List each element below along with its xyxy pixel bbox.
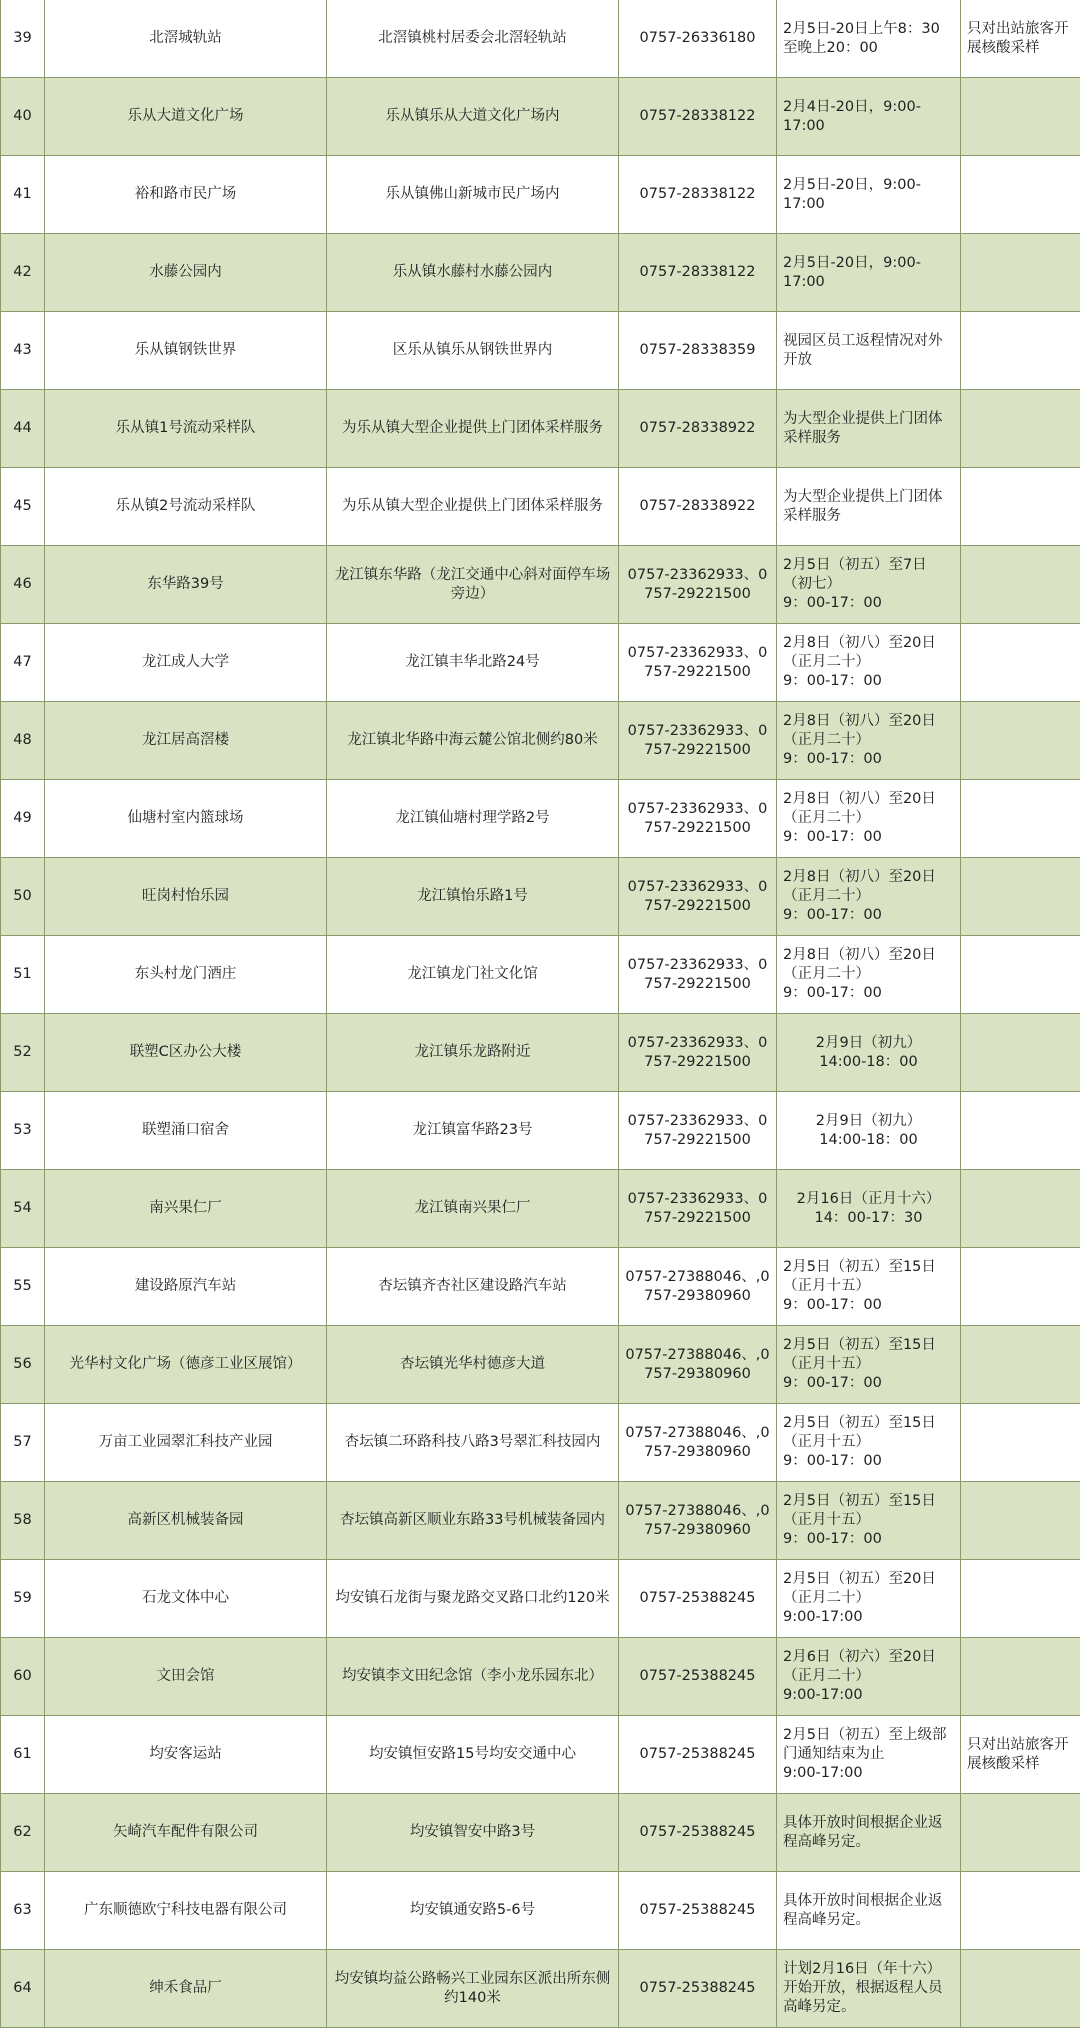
site-address: 龙江镇乐龙路附近 [327, 1014, 619, 1092]
site-hours: 视园区员工返程情况对外开放 [777, 312, 961, 390]
site-name: 东华路39号 [45, 546, 327, 624]
site-hours: 2月9日（初九） 14:00-18：00 [777, 1092, 961, 1170]
row-number: 52 [1, 1014, 45, 1092]
site-address: 均安镇李文田纪念馆（李小龙乐园东北） [327, 1638, 619, 1716]
site-address: 龙江镇丰华北路24号 [327, 624, 619, 702]
site-phone: 0757-27388046、,0757-29380960 [619, 1404, 777, 1482]
site-hours: 2月4日-20日，9:00-17:00 [777, 78, 961, 156]
row-number: 49 [1, 780, 45, 858]
site-note [961, 1170, 1080, 1248]
table-row [1, 858, 1080, 936]
site-note [961, 78, 1080, 156]
table-row [1, 78, 1080, 156]
site-note: 只对出站旅客开展核酸采样 [961, 1716, 1080, 1794]
row-number: 54 [1, 1170, 45, 1248]
table-row [1, 1092, 1080, 1170]
site-address: 均安镇均益公路畅兴工业园东区派出所东侧约140米 [327, 1950, 619, 2028]
site-phone: 0757-25388245 [619, 1872, 777, 1950]
site-hours: 2月5日-20日，9:00-17:00 [777, 156, 961, 234]
site-hours: 2月5日（初五）至15日 （正月十五） 9：00-17：00 [777, 1248, 961, 1326]
site-hours: 2月8日（初八）至20日 （正月二十） 9：00-17：00 [777, 624, 961, 702]
row-number: 64 [1, 1950, 45, 2028]
site-address: 杏坛镇齐杏社区建设路汽车站 [327, 1248, 619, 1326]
site-note [961, 1482, 1080, 1560]
row-number: 56 [1, 1326, 45, 1404]
site-hours: 具体开放时间根据企业返程高峰另定。 [777, 1872, 961, 1950]
site-note [961, 234, 1080, 312]
row-number: 57 [1, 1404, 45, 1482]
row-number: 44 [1, 390, 45, 468]
site-hours: 2月8日（初八）至20日 （正月二十） 9：00-17：00 [777, 858, 961, 936]
row-number: 53 [1, 1092, 45, 1170]
site-name: 建设路原汽车站 [45, 1248, 327, 1326]
site-name: 乐从镇钢铁世界 [45, 312, 327, 390]
site-name: 均安客运站 [45, 1716, 327, 1794]
site-address: 杏坛镇二环路科技八路3号翠汇科技园内 [327, 1404, 619, 1482]
row-number: 63 [1, 1872, 45, 1950]
site-hours: 2月5日（初五）至15日 （正月十五） 9：00-17：00 [777, 1404, 961, 1482]
site-note [961, 936, 1080, 1014]
site-hours: 2月16日（正月十六） 14：00-17：30 [777, 1170, 961, 1248]
site-note [961, 780, 1080, 858]
site-phone: 0757-25388245 [619, 1638, 777, 1716]
table-row [1, 1014, 1080, 1092]
site-phone: 0757-23362933、0757-29221500 [619, 624, 777, 702]
site-note [961, 312, 1080, 390]
row-number: 55 [1, 1248, 45, 1326]
row-number: 47 [1, 624, 45, 702]
site-phone: 0757-28338122 [619, 156, 777, 234]
site-hours: 2月5日-20日上午8：30至晚上20：00 [777, 0, 961, 78]
site-address: 龙江镇怡乐路1号 [327, 858, 619, 936]
table-row [1, 390, 1080, 468]
table-row [1, 0, 1080, 78]
site-note [961, 624, 1080, 702]
table-body [1, 0, 1080, 2028]
site-note [961, 1794, 1080, 1872]
table-row [1, 1326, 1080, 1404]
table-row [1, 234, 1080, 312]
row-number: 51 [1, 936, 45, 1014]
table-row [1, 624, 1080, 702]
site-note [961, 1950, 1080, 2028]
site-note [961, 1326, 1080, 1404]
site-phone: 0757-28338922 [619, 390, 777, 468]
site-address: 龙江镇龙门社文化馆 [327, 936, 619, 1014]
site-phone: 0757-23362933、0757-29221500 [619, 546, 777, 624]
site-hours: 2月5日（初五）至15日 （正月十五） 9：00-17：00 [777, 1482, 961, 1560]
row-number: 60 [1, 1638, 45, 1716]
table-row [1, 1638, 1080, 1716]
table-row [1, 702, 1080, 780]
site-name: 南兴果仁厂 [45, 1170, 327, 1248]
site-name: 乐从大道文化广场 [45, 78, 327, 156]
site-hours: 具体开放时间根据企业返程高峰另定。 [777, 1794, 961, 1872]
site-note [961, 702, 1080, 780]
site-hours: 2月9日（初九） 14:00-18：00 [777, 1014, 961, 1092]
site-address: 区乐从镇乐从钢铁世界内 [327, 312, 619, 390]
site-phone: 0757-28338922 [619, 468, 777, 546]
site-name: 绅禾食品厂 [45, 1950, 327, 2028]
site-address: 为乐从镇大型企业提供上门团体采样服务 [327, 468, 619, 546]
row-number: 50 [1, 858, 45, 936]
site-note [961, 156, 1080, 234]
site-phone: 0757-23362933、0757-29221500 [619, 1014, 777, 1092]
table-row [1, 546, 1080, 624]
site-address: 乐从镇乐从大道文化广场内 [327, 78, 619, 156]
table-row [1, 468, 1080, 546]
site-address: 均安镇恒安路15号均安交通中心 [327, 1716, 619, 1794]
site-address: 均安镇智安中路3号 [327, 1794, 619, 1872]
table-row [1, 1560, 1080, 1638]
site-hours: 2月8日（初八）至20日 （正月二十） 9：00-17：00 [777, 702, 961, 780]
site-phone: 0757-25388245 [619, 1794, 777, 1872]
site-hours: 2月6日（初六）至20日 （正月二十） 9:00-17:00 [777, 1638, 961, 1716]
site-phone: 0757-25388245 [619, 1560, 777, 1638]
site-note [961, 546, 1080, 624]
table-row [1, 780, 1080, 858]
row-number: 58 [1, 1482, 45, 1560]
site-hours: 2月8日（初八）至20日 （正月二十） 9：00-17：00 [777, 936, 961, 1014]
row-number: 42 [1, 234, 45, 312]
site-address: 龙江镇南兴果仁厂 [327, 1170, 619, 1248]
site-note [961, 858, 1080, 936]
site-hours: 2月8日（初八）至20日 （正月二十） 9：00-17：00 [777, 780, 961, 858]
site-phone: 0757-27388046、,0757-29380960 [619, 1326, 777, 1404]
row-number: 48 [1, 702, 45, 780]
site-address: 龙江镇仙塘村理学路2号 [327, 780, 619, 858]
site-phone: 0757-23362933、0757-29221500 [619, 1170, 777, 1248]
row-number: 46 [1, 546, 45, 624]
row-number: 40 [1, 78, 45, 156]
table-row [1, 1248, 1080, 1326]
site-note [961, 390, 1080, 468]
site-phone: 0757-28338122 [619, 78, 777, 156]
site-name: 联塑C区办公大楼 [45, 1014, 327, 1092]
row-number: 39 [1, 0, 45, 78]
site-phone: 0757-26336180 [619, 0, 777, 78]
row-number: 62 [1, 1794, 45, 1872]
site-hours: 为大型企业提供上门团体采样服务 [777, 468, 961, 546]
row-number: 41 [1, 156, 45, 234]
site-hours: 2月5日（初五）至上级部门通知结束为止 9:00-17:00 [777, 1716, 961, 1794]
site-phone: 0757-23362933、0757-29221500 [619, 936, 777, 1014]
site-address: 龙江镇北华路中海云麓公馆北侧约80米 [327, 702, 619, 780]
site-phone: 0757-23362933、0757-29221500 [619, 1092, 777, 1170]
site-address: 龙江镇富华路23号 [327, 1092, 619, 1170]
table-row [1, 156, 1080, 234]
row-number: 45 [1, 468, 45, 546]
row-number: 61 [1, 1716, 45, 1794]
site-hours: 2月5日-20日，9:00-17:00 [777, 234, 961, 312]
site-name: 龙江成人大学 [45, 624, 327, 702]
table-row [1, 1716, 1080, 1794]
site-address: 均安镇通安路5-6号 [327, 1872, 619, 1950]
row-number: 59 [1, 1560, 45, 1638]
site-hours: 2月5日（初五）至15日 （正月十五） 9：00-17：00 [777, 1326, 961, 1404]
site-phone: 0757-23362933、0757-29221500 [619, 702, 777, 780]
site-name: 高新区机械装备园 [45, 1482, 327, 1560]
site-name: 广东顺德欧宁科技电器有限公司 [45, 1872, 327, 1950]
table-row [1, 312, 1080, 390]
site-hours: 为大型企业提供上门团体采样服务 [777, 390, 961, 468]
site-name: 石龙文体中心 [45, 1560, 327, 1638]
table-row [1, 1482, 1080, 1560]
table-row [1, 1950, 1080, 2028]
site-name: 联塑涌口宿舍 [45, 1092, 327, 1170]
table-row [1, 1170, 1080, 1248]
site-phone: 0757-25388245 [619, 1716, 777, 1794]
site-phone: 0757-28338359 [619, 312, 777, 390]
site-name: 仙塘村室内篮球场 [45, 780, 327, 858]
table-row [1, 1404, 1080, 1482]
site-note [961, 1092, 1080, 1170]
site-phone: 0757-23362933、0757-29221500 [619, 858, 777, 936]
site-name: 文田会馆 [45, 1638, 327, 1716]
site-note [961, 1014, 1080, 1092]
site-address: 龙江镇东华路（龙江交通中心斜对面停车场旁边） [327, 546, 619, 624]
site-name: 北滘城轨站 [45, 0, 327, 78]
site-phone: 0757-27388046、,0757-29380960 [619, 1248, 777, 1326]
site-hours: 计划2月16日（年十六）开始开放，根据返程人员高峰另定。 [777, 1950, 961, 2028]
site-name: 矢崎汽车配件有限公司 [45, 1794, 327, 1872]
site-name: 乐从镇1号流动采样队 [45, 390, 327, 468]
site-phone: 0757-25388245 [619, 1950, 777, 2028]
site-address: 乐从镇佛山新城市民广场内 [327, 156, 619, 234]
site-hours: 2月5日（初五）至7日 （初七） 9：00-17：00 [777, 546, 961, 624]
table-row [1, 1872, 1080, 1950]
site-phone: 0757-27388046、,0757-29380960 [619, 1482, 777, 1560]
table-row [1, 936, 1080, 1014]
site-note: 只对出站旅客开展核酸采样 [961, 0, 1080, 78]
site-address: 杏坛镇高新区顺业东路33号机械装备园内 [327, 1482, 619, 1560]
site-phone: 0757-28338122 [619, 234, 777, 312]
site-note [961, 1638, 1080, 1716]
site-note [961, 1404, 1080, 1482]
site-name: 旺岗村怡乐园 [45, 858, 327, 936]
site-address: 北滘镇桃村居委会北滘轻轨站 [327, 0, 619, 78]
row-number: 43 [1, 312, 45, 390]
site-name: 万亩工业园翠汇科技产业园 [45, 1404, 327, 1482]
site-name: 光华村文化广场（德彦工业区展馆） [45, 1326, 327, 1404]
site-note [961, 1560, 1080, 1638]
site-name: 水藤公园内 [45, 234, 327, 312]
site-name: 龙江居高滘楼 [45, 702, 327, 780]
table-row [1, 1794, 1080, 1872]
site-note [961, 1872, 1080, 1950]
site-address: 均安镇石龙街与聚龙路交叉路口北约120米 [327, 1560, 619, 1638]
site-note [961, 468, 1080, 546]
site-address: 乐从镇水藤村水藤公园内 [327, 234, 619, 312]
site-name: 乐从镇2号流动采样队 [45, 468, 327, 546]
site-address: 为乐从镇大型企业提供上门团体采样服务 [327, 390, 619, 468]
site-address: 杏坛镇光华村德彦大道 [327, 1326, 619, 1404]
site-hours: 2月5日（初五）至20日 （正月二十） 9:00-17:00 [777, 1560, 961, 1638]
site-note [961, 1248, 1080, 1326]
site-name: 裕和路市民广场 [45, 156, 327, 234]
site-name: 东头村龙门酒庄 [45, 936, 327, 1014]
site-phone: 0757-23362933、0757-29221500 [619, 780, 777, 858]
